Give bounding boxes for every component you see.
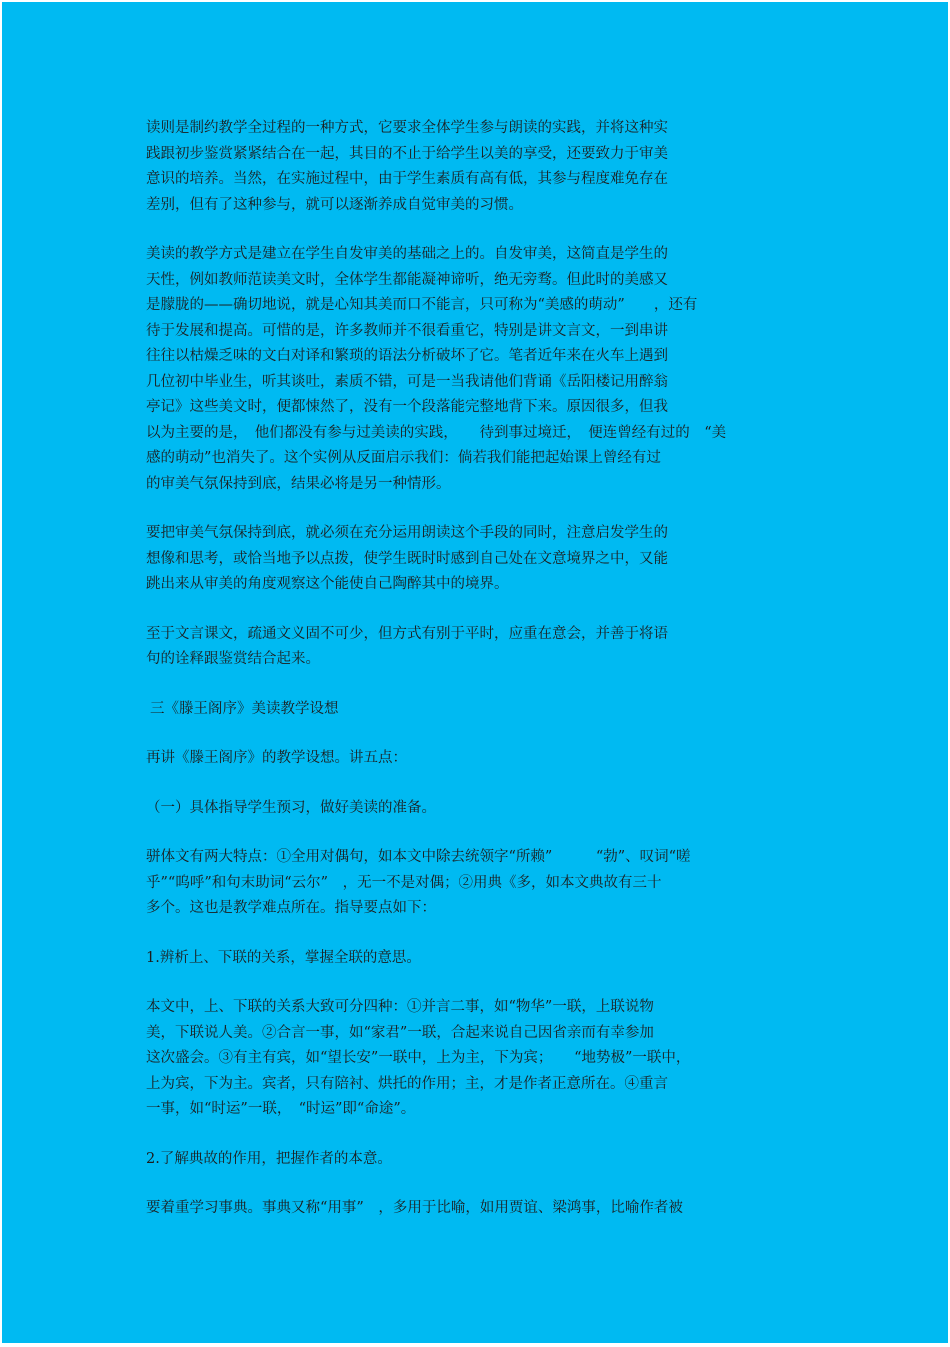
text-line: 要着重学习事典。事典又称“用事” ，多用于比喻，如用贾谊、梁鸿事，比喻作者被 <box>146 1200 683 1216</box>
paragraph <box>146 622 814 673</box>
text-line: 乎”“呜呼”和句末助词“云尔” ，无一不是对偶；②用典《多，如本文典故有三十 <box>146 874 662 891</box>
paragraph <box>146 946 814 972</box>
section-heading <box>150 697 814 723</box>
text-line: 感的萌动”也消失了。这个实例从反面启示我们：倘若我们能把起始课上曾经有过 <box>146 450 661 466</box>
text-line: 意识的培养。当然，在实施过程中，由于学生素质有高有低，其参与程度难免存在 <box>146 171 668 187</box>
text-line: 这次盛会。③有主有宾，如“望长安”一联中，上为主，下为宾； “地势极”一联中， <box>146 1050 691 1066</box>
text-line: 美，下联说人美。②合言一事，如“家君”一联，合起来说自己因省亲而有幸参加 <box>146 1024 654 1041</box>
paragraph <box>146 845 814 922</box>
text-line: 至于文言课文，疏通文义固不可少，但方式有别于平时，应重在意会，并善于将语 <box>146 625 668 642</box>
paragraph <box>146 242 814 497</box>
text-line: 差别，但有了这种参与，就可以逐渐养成自觉审美的习惯。 <box>146 196 523 213</box>
text-line: 再讲《滕王阁序》的教学设想。讲五点： <box>146 750 407 766</box>
text-line: 骈体文有两大特点：①全用对偶句，如本文中除去统领字“所赖” “勃”、叹词“嗟 <box>146 849 691 865</box>
text-line: 天性，例如教师范读美文时，全体学生都能凝神谛听，绝无旁骛。但此时的美感又 <box>146 271 668 288</box>
document-body <box>146 116 814 1246</box>
document-page <box>2 2 948 1343</box>
text-line: 三《滕王阁序》美读教学设想 <box>150 700 339 717</box>
text-line: 几位初中毕业生，听其谈吐，素质不错，可是一当我请他们背诵《岳阳楼记用醉翁 <box>146 373 668 390</box>
text-line: 一事，如“时运”一联， “时运”即“命途”。 <box>146 1101 416 1117</box>
text-line: （一）具体指导学生预习，做好美读的准备。 <box>146 799 436 816</box>
paragraph <box>146 116 814 218</box>
text-line: 句的诠释跟鉴赏结合起来。 <box>146 651 320 667</box>
text-line: 亭记》这些美文时，便都悚然了，没有一个段落能完整地背下来。原因很多，但我 <box>146 399 668 415</box>
text-line: 以为主要的是， 他们都没有参与过美读的实践， 待到事过境迁， 便连曾经有过的 “美 <box>146 424 727 441</box>
text-line: 读则是制约教学全过程的一种方式，它要求全体学生参与朗读的实践，并将这种实 <box>146 120 668 136</box>
text-line: 美读的教学方式是建立在学生自发审美的基础之上的。自发审美，这简直是学生的 <box>146 246 668 262</box>
text-line: 2.了解典故的作用，把握作者的本意。 <box>146 1150 392 1167</box>
text-line: 多个。这也是教学难点所在。指导要点如下： <box>146 900 436 916</box>
paragraph <box>146 746 814 772</box>
text-line: 上为宾，下为主。宾者，只有陪衬、烘托的作用；主，才是作者正意所在。④重言 <box>146 1075 668 1092</box>
text-line: 要把审美气氛保持到底，就必须在充分运用朗读这个手段的同时，注意启发学生的 <box>146 525 668 541</box>
text-line: 的审美气氛保持到底，结果必将是另一种情形。 <box>146 475 451 492</box>
paragraph <box>146 521 814 598</box>
text-line: 待于发展和提高。可惜的是，许多教师并不很看重它，特别是讲文言文，一到串讲 <box>146 322 668 339</box>
paragraph <box>146 1147 814 1173</box>
text-line: 践跟初步鉴赏紧紧结合在一起，其目的不止于给学生以美的享受，还要致力于审美 <box>146 145 668 162</box>
paragraph <box>146 995 814 1123</box>
text-line: 往往以枯燥乏味的文白对译和繁琐的语法分析破坏了它。笔者近年来在火车上遇到 <box>146 348 668 364</box>
text-line: 是朦胧的——确切地说，就是心知其美而口不能言，只可称为“美感的萌动” ，还有 <box>146 297 698 313</box>
text-line: 1.辨析上、下联的关系，掌握全联的意思。 <box>146 949 421 966</box>
paragraph <box>146 796 814 822</box>
text-line: 本文中，上、下联的关系大致可分四种：①并言二事，如“物华”一联，上联说物 <box>146 999 654 1015</box>
paragraph <box>146 1196 814 1222</box>
text-line: 跳出来从审美的角度观察这个能使自己陶醉其中的境界。 <box>146 576 509 592</box>
text-line: 想像和思考，或恰当地予以点拨，使学生既时时感到自己处在文意境界之中，又能 <box>146 550 668 567</box>
